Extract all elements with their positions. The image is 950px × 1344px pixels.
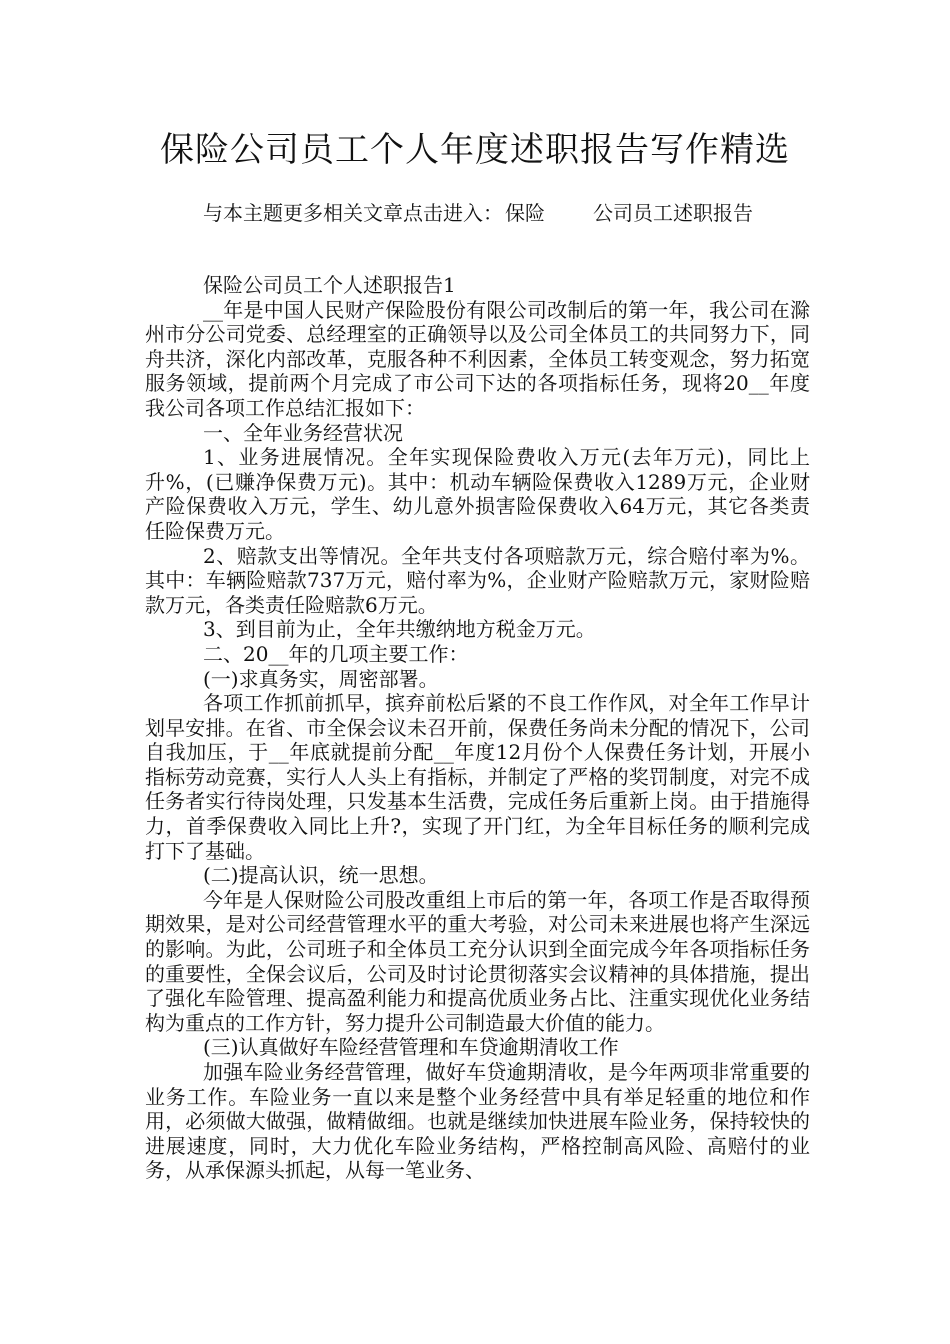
section-heading: 二、20__年的几项主要工作： bbox=[203, 641, 469, 666]
subsection-heading: (一)求真务实，周密部署。 bbox=[203, 666, 439, 691]
paragraph: __年是中国人民财产保险股份有限公司改制后的第一年，我公司在滁州市分公司党委、总经理室的正确领导以及公司全体员工的共同努力下，同舟共济，深化内部改革，克服各种不利因素，全体员工转变观念，努力拓宽服务领域，提前两个月完成了市公司下达的各项指标任务，现将20__年度我公司各项工作总结汇报如下： bbox=[145, 297, 810, 420]
related-link-insurance[interactable]: 保险 bbox=[505, 201, 545, 225]
subsection-heading: (三)认真做好车险经营管理和车贷逾期清收工作 bbox=[203, 1035, 619, 1060]
subsection-heading: (二)提高认识，统一思想。 bbox=[203, 863, 439, 888]
paragraph: 今年是人保财险公司股改重组上市后的第一年，各项工作是否取得预期效果，是对公司经营管理水平的重大考验，对公司未来进展也将产生深远的影响。为此，公司班子和全体员工充分认识到全面完成今年各项指标任务的重要性，全保会议后，公司及时讨论贯彻落实会议精神的具体措施，提出了强化车险管理、提高盈利能力和提高优质业务占比、注重实现优化业务结构为重点的工作方针，努力提升公司制造最大价值的能力。 bbox=[145, 887, 810, 1035]
paragraph: 加强车险业务经营管理，做好车贷逾期清收，是今年两项非常重要的业务工作。车险业务一直以来是整个业务经营中具有举足轻重的地位和作用，必须做大做强，做精做细。也就是继续加快进展车险业务，保持较快的进展速度，同时，大力优化车险业务结构，严格控制高风险、高赔付的业务，从承保源头抓起，从每一笔业务、 bbox=[145, 1060, 810, 1183]
document-body bbox=[145, 273, 810, 1183]
related-link-report[interactable]: 公司员工述职报告 bbox=[593, 201, 753, 225]
paragraph: 各项工作抓前抓早，摈弃前松后紧的不良工作作风，对全年工作早计划早安排。在省、市全保会议未召开前，保费任务尚未分配的情况下，公司自我加压，于__年底就提前分配__年度12月份个人保费任务计划，开展小指标劳动竞赛，实行人人头上有指标，并制定了严格的奖罚制度，对完不成任务者实行待岗处理，只发基本生活费，完成任务后重新上岗。由于措施得力，首季保费收入同比上升?，实现了开门红，为全年目标任务的顺利完成打下了基础。 bbox=[145, 691, 810, 863]
paragraph: 2、赔款支出等情况。全年共支付各项赔款万元，综合赔付率为%。其中：车辆险赔款737万元，赔付率为%，企业财产险赔款万元，家财险赔款万元，各类责任险赔款6万元。 bbox=[145, 543, 810, 617]
paragraph: 3、到目前为止，全年共缴纳地方税金万元。 bbox=[203, 617, 596, 642]
section-heading: 一、全年业务经营状况 bbox=[203, 420, 403, 445]
document-title: 保险公司员工个人年度述职报告写作精选 bbox=[160, 130, 790, 170]
related-prefix: 与本主题更多相关文章点击进入： bbox=[203, 201, 503, 225]
paragraph: 1、业务进展情况。全年实现保险费收入万元(去年万元)，同比上升%，(已赚净保费万元)。其中：机动车辆险保费收入1289万元，企业财产险保费收入万元，学生、幼儿意外损害险保费收入64万元，其它各类责任险保费万元。 bbox=[145, 445, 810, 543]
related-articles bbox=[203, 199, 753, 227]
section-heading: 保险公司员工个人述职报告1 bbox=[203, 273, 456, 297]
